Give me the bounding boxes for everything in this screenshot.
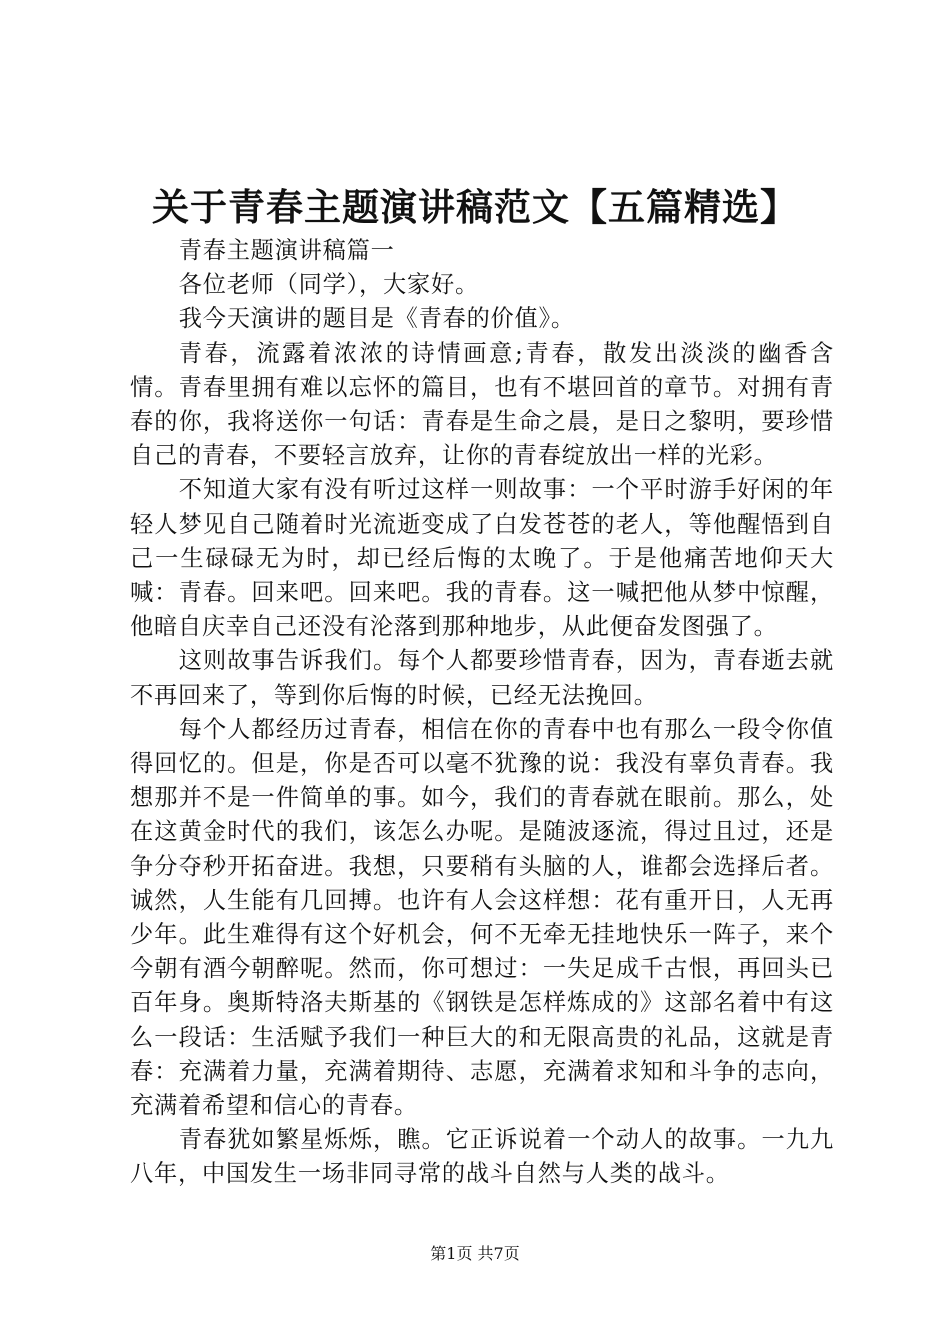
document-title: 关于青春主题演讲稿范文【五篇精选】 — [152, 186, 798, 229]
paragraph: 不知道大家有没有听过这样一则故事：一个平时游手好闲的年轻人梦见自己随着时光流逝变成了白发苍苍的老人，等他醒悟到自己一生碌碌无为时，却已经后悔的太晚了。于是他痛苦地仰天大喊：青春。回来吧。回来吧。我的青春。这一喊把他从梦中惊醒，他暗自庆幸自己还没有沦落到那种地步，从此便奋发图强了。 — [130, 476, 834, 641]
document-body — [130, 234, 834, 1192]
paragraph: 青春犹如繁星烁烁，瞧。它正诉说着一个动人的故事。一九九八年，中国发生一场非同寻常的战斗自然与人类的战斗。 — [130, 1126, 834, 1188]
paragraph: 这则故事告诉我们。每个人都要珍惜青春，因为，青春逝去就不再回来了，等到你后悔的时候，已经无法挽回。 — [130, 647, 834, 709]
paragraph-greeting: 各位老师（同学），大家好。 — [178, 271, 479, 299]
paragraph: 青春，流露着浓浓的诗情画意;青春，散发出淡淡的幽香含情。青春里拥有难以忘怀的篇目，也有不堪回首的章节。对拥有青春的你，我将送你一句话：青春是生命之晨，是日之黎明，要珍惜自己的青春，不要轻言放弃，让你的青春绽放出一样的光彩。 — [130, 339, 834, 470]
page-number-footer: 第1页 共7页 — [430, 1244, 520, 1263]
paragraph-topic: 我今天演讲的题目是《青春的价值》。 — [178, 305, 575, 333]
paragraph-section-heading: 青春主题演讲稿篇一 — [178, 237, 395, 264]
paragraph: 每个人都经历过青春，相信在你的青春中也有那么一段令你值得回忆的。但是，你是否可以毫不犹豫的说：我没有辜负青春。我想那并不是一件简单的事。如今，我们的青春就在眼前。那么，处在这黄金时代的我们，该怎么办呢。是随波逐流，得过且过，还是争分夺秒开拓奋进。我想，只要稍有头脑的人，谁都会选择后者。诚然，人生能有几回搏。也许有人会这样想：花有重开日，人无再少年。此生难得有这个好机会，何不无牵无挂地快乐一阵子，来个今朝有酒今朝醉呢。然而，你可想过：一失足成千古恨，再回头已百年身。奥斯特洛夫斯基的《钢铁是怎样炼成的》这部名着中有这么一段话：生活赋予我们一种巨大的和无限高贵的礼品，这就是青春：充满着力量，充满着期待、志愿，充满着求知和斗争的志向，充满着希望和信心的青春。 — [130, 715, 834, 1120]
